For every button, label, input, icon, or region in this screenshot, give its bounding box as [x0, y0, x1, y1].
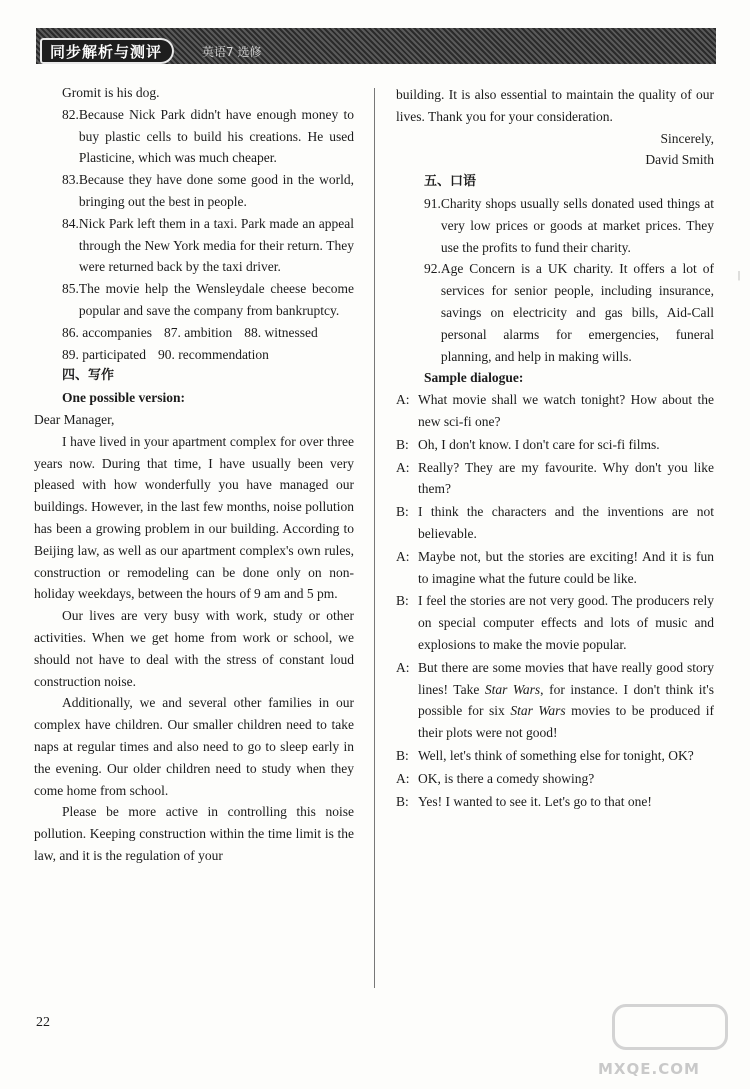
movie-title: Star Wars	[510, 703, 566, 719]
item-text: Charity shops usually sells donated used things at very low prices or goods at market prices. They use the profits to fund their charity.	[440, 195, 714, 255]
item-number: 82.	[62, 106, 79, 122]
watermark-text: MXQE.COM	[598, 1060, 700, 1078]
speaker: B:	[396, 747, 409, 763]
header-title: 同步解析与测评	[50, 42, 163, 61]
answer-item-82	[34, 104, 354, 169]
margin-mark: |	[738, 270, 741, 281]
item-text: The movie help the Wensleydale cheese become popular and save the company from bankruptcy.	[78, 281, 354, 318]
section-heading-writing: 四、写作	[62, 368, 115, 384]
vocab-row-2	[34, 344, 354, 366]
answer-item-92	[396, 258, 714, 367]
dialogue-text: Maybe not, but the stories are exciting! And it is fun to imagine what the future could be like.	[418, 548, 714, 586]
item-number: 83.	[62, 172, 79, 188]
dialogue-text: Well, let's think of something else for tonight, OK?	[418, 747, 694, 763]
letter-closing: Sincerely,	[660, 130, 714, 146]
dialogue-text: Oh, I don't know. I don't care for sci-fi films.	[418, 436, 660, 452]
letter-ending: building. It is also essential to maintain the quality of our lives. Thank you for your consideration.	[396, 87, 714, 124]
dialogue-text: Really? They are my favourite. Why don't you like them?	[418, 459, 714, 497]
speaker: A:	[396, 392, 410, 408]
column-divider	[374, 88, 375, 988]
letter-signature: David Smith	[645, 152, 714, 168]
answer-item-85	[34, 278, 354, 322]
dialogue-line	[396, 434, 714, 456]
left-column	[34, 82, 354, 867]
answer-item-83	[34, 169, 354, 213]
right-column	[396, 84, 714, 813]
watermark-logo	[592, 1000, 742, 1080]
vocab-87: 87. ambition	[163, 324, 233, 340]
dialogue-line	[396, 501, 714, 545]
item-text: Because Nick Park didn't have enough money to buy plastic cells to build his creations. He used Plasticine, which was much cheaper.	[78, 106, 354, 166]
item-number: 85.	[62, 281, 79, 297]
speaker: A:	[396, 548, 410, 564]
dialogue-text: Yes! I wanted to see it. Let's go to that one!	[418, 793, 652, 809]
speaker: B:	[396, 504, 409, 520]
item-text: Age Concern is a UK charity. It offers a lot of services for senior people, including insurance, savings on electricity and gas bills, Aid-Call personal alarms for emergencies, funeral planning, and help in making wills.	[440, 261, 714, 364]
item-number: 84.	[62, 215, 79, 231]
letter-paragraph-1: I have lived in your apartment complex for over three years now. During that time, I have usually been very pleased with how wonderfully you have managed our buildings. However, in the last few months, noise pollution has been a growing problem in our building. According to Beijing law, as well as our apartment complex's own rules, construction or remodeling can be done only on non-holiday weekdays, between the hours of 9 am and 5 pm.	[34, 433, 354, 602]
answer-item-84	[34, 213, 354, 278]
letter-paragraph-3: Additionally, we and several other families in our complex have children. Our smaller children need to take naps at regular times and also need to go to sleep early in the evening. Our older children need to study when they come home from school.	[34, 695, 354, 798]
vocab-88: 88. witnessed	[244, 324, 318, 340]
answer-item-91	[396, 193, 714, 258]
speaker: A:	[396, 770, 410, 786]
vocab-89: 89. participated	[62, 346, 146, 362]
letter-paragraph-2: Our lives are very busy with work, study or other activities. When we get home from work or school, we should not have to deal with the stress of constant loud construction noise.	[34, 608, 354, 689]
page-number: 22	[36, 1015, 50, 1030]
speaker: A:	[396, 659, 410, 675]
item-number: 91.	[424, 195, 441, 211]
vocab-86: 86. accompanies	[62, 324, 152, 340]
speaker: A:	[396, 459, 410, 475]
gromit-line: Gromit is his dog.	[62, 85, 160, 100]
dialogue-text: I think the characters and the inventions are not believable.	[418, 504, 714, 541]
speaker: B:	[396, 793, 409, 809]
vocab-row-1	[34, 322, 354, 344]
speaker: B:	[396, 593, 409, 609]
speaker: B:	[396, 436, 409, 452]
salutation: Dear Manager,	[34, 411, 115, 427]
item-text: Nick Park left them in a taxi. Park made an appeal through the New York media for their return. They were returned back by the taxi driver.	[78, 215, 354, 275]
header-title-tab	[40, 38, 174, 64]
dialogue-line	[396, 768, 714, 790]
dialogue-text: But there are some movies that have really good story lines! Take Star Wars, for instance. I don't think it's possible for six Star Wars movies to be produced if their plots were not good!	[418, 659, 714, 741]
dialogue-line	[396, 657, 714, 744]
page-header-banner	[36, 28, 716, 64]
vocab-90: 90. recommendation	[157, 346, 269, 362]
item-number: 92.	[424, 261, 441, 277]
header-subtitle: 英语7 选修	[202, 45, 262, 59]
dialogue-line	[396, 546, 714, 590]
movie-title: Star Wars	[484, 681, 541, 697]
dialogue-line	[396, 590, 714, 655]
item-text: Because they have done some good in the world, bringing out the best in people.	[78, 172, 354, 209]
dialogue-text: I feel the stories are not very good. The producers rely on special computer effects and lots of music and explosions to make the movie popular.	[418, 593, 714, 652]
sample-dialogue-label: Sample dialogue:	[424, 370, 524, 386]
dialogue-text: OK, is there a comedy showing?	[418, 770, 595, 786]
dialogue-text: What movie shall we watch tonight? How about the new sci-fi one?	[418, 392, 714, 429]
dialogue-line	[396, 791, 714, 813]
letter-paragraph-4: Please be more active in controlling this noise pollution. Keeping construction within the time limit is the law, and it is the regulation of your	[34, 804, 354, 863]
version-label: One possible version:	[62, 390, 186, 406]
dialogue-line	[396, 457, 714, 501]
dialogue-line	[396, 745, 714, 767]
dialogue-line	[396, 389, 714, 433]
section-heading-speaking: 五、口语	[424, 174, 477, 190]
watermark-badge	[612, 1004, 728, 1050]
